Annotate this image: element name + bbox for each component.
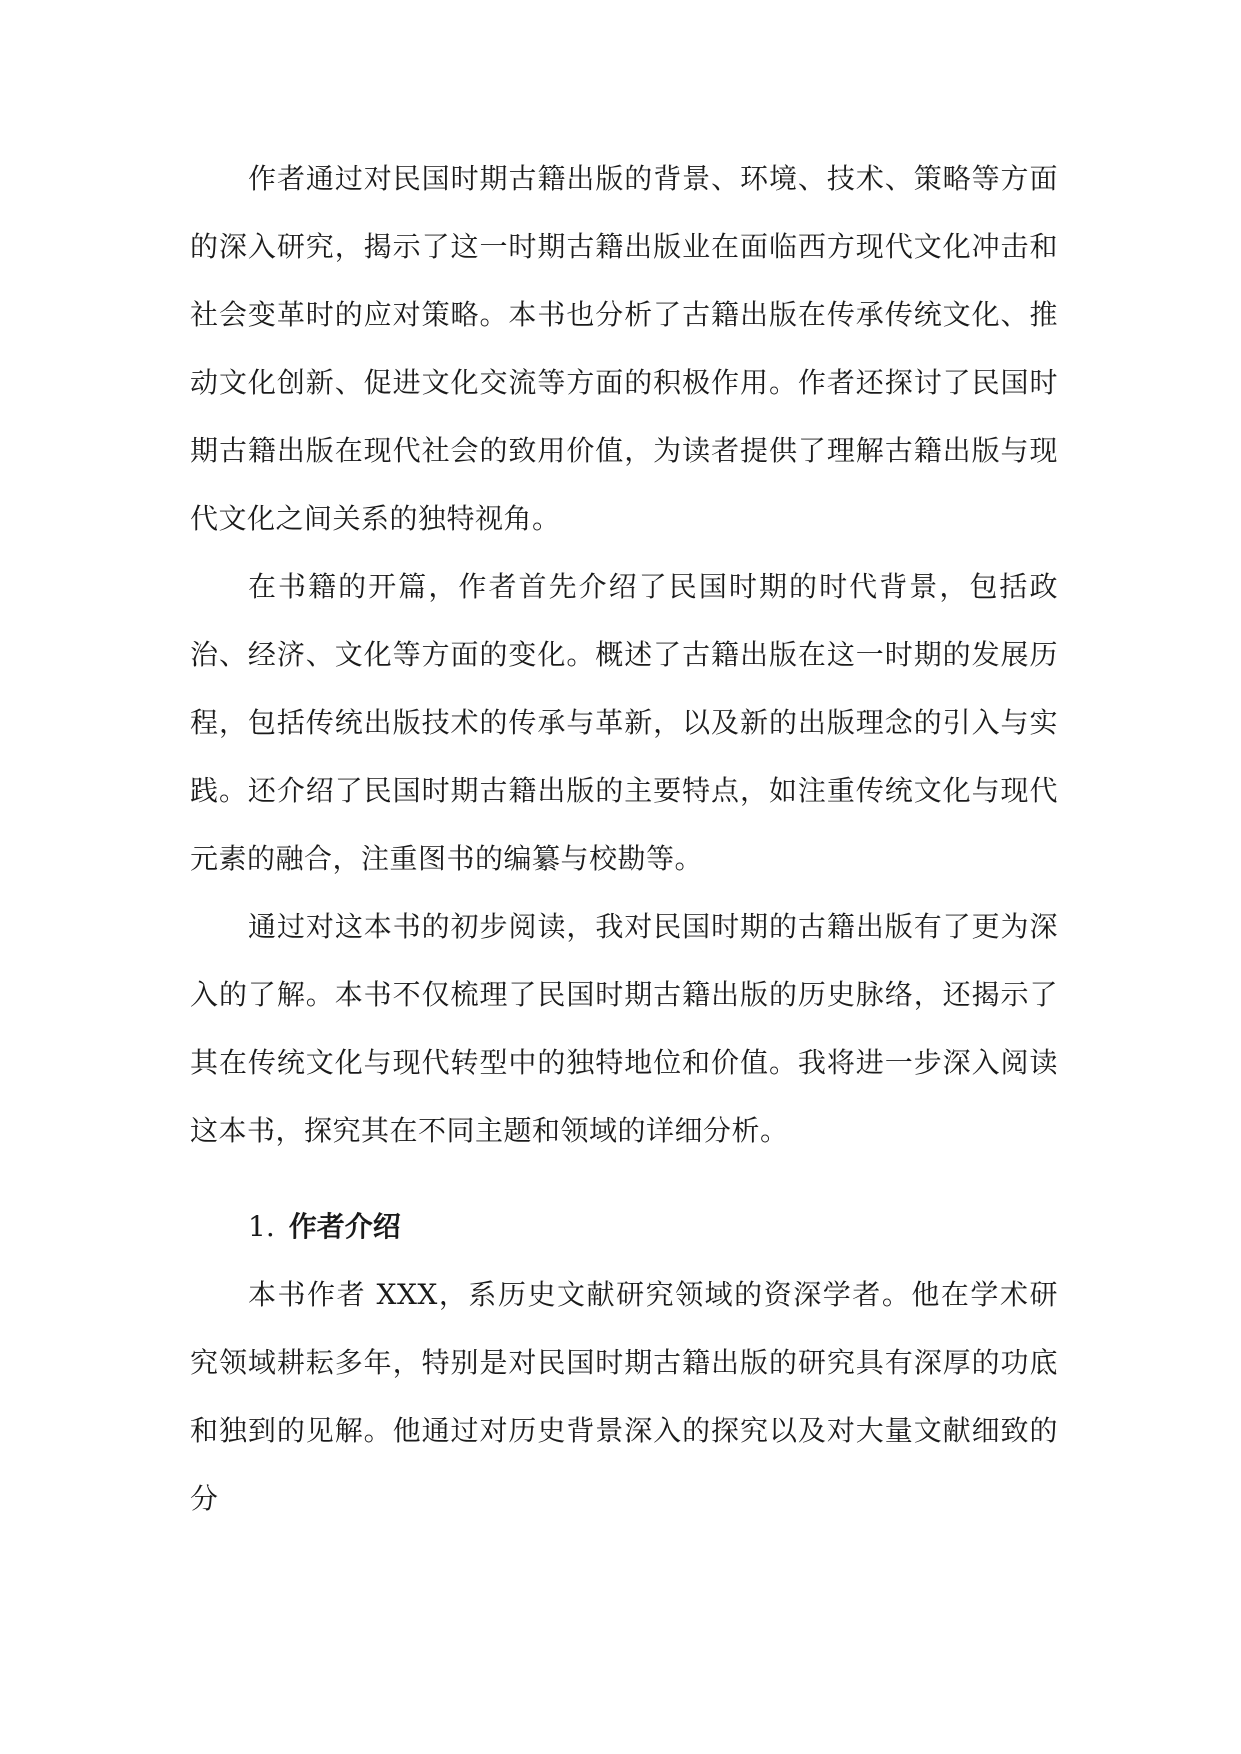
document-body	[190, 145, 1058, 1533]
body-paragraph-1: 作者通过对民国时期古籍出版的背景、环境、技术、策略等方面的深入研究，揭示了这一时期古籍出版业在面临西方现代文化冲击和社会变革时的应对策略。本书也分析了古籍出版在传承传统文化、推动文化创新、促进文化交流等方面的积极作用。作者还探讨了民国时期古籍出版在现代社会的致用价值，为读者提供了理解古籍出版与现代文化之间关系的独特视角。	[190, 162, 1058, 535]
section-number: 1.	[248, 1210, 275, 1243]
section-title: 作者介绍	[288, 1210, 401, 1243]
body-paragraph-3: 通过对这本书的初步阅读，我对民国时期的古籍出版有了更为深入的了解。本书不仅梳理了民国时期古籍出版的历史脉络，还揭示了其在传统文化与现代转型中的独特地位和价值。我将进一步深入阅读这本书，探究其在不同主题和领域的详细分析。	[190, 910, 1058, 1147]
section-heading	[190, 1193, 1058, 1261]
section-paragraph: 本书作者 XXX，系历史文献研究领域的资深学者。他在学术研究领域耕耘多年，特别是对民国时期古籍出版的研究具有深厚的功底和独到的见解。他通过对历史背景深入的探究以及对大量文献细致的分	[190, 1278, 1058, 1515]
body-paragraph-2: 在书籍的开篇，作者首先介绍了民国时期的时代背景，包括政治、经济、文化等方面的变化。概述了古籍出版在这一时期的发展历程，包括传统出版技术的传承与革新，以及新的出版理念的引入与实践。还介绍了民国时期古籍出版的主要特点，如注重传统文化与现代元素的融合，注重图书的编纂与校勘等。	[190, 570, 1058, 875]
